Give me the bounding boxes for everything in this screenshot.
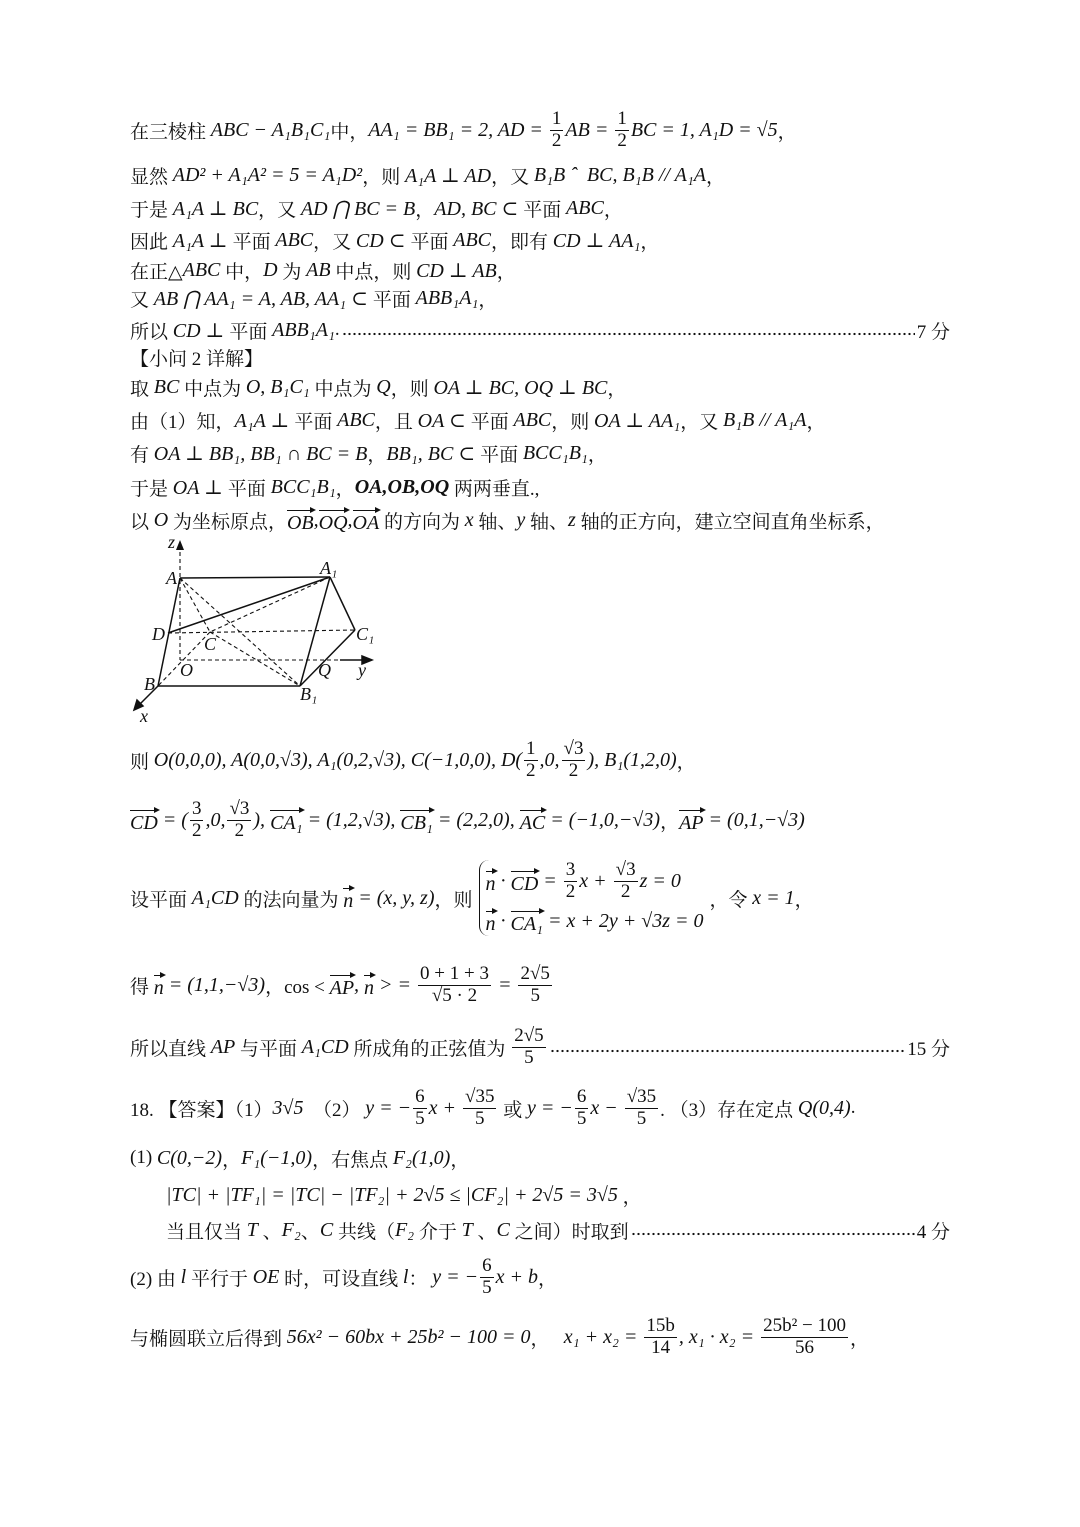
math-expression: l — [180, 1265, 187, 1288]
math-expression: x + — [579, 870, 612, 892]
fraction — [625, 1087, 658, 1130]
text-run: ，右焦点 — [312, 1149, 393, 1171]
vector: CA₁ — [270, 806, 303, 835]
text-run: 所以直线 — [130, 1038, 211, 1060]
math-expression: x − — [590, 1096, 623, 1119]
text-line — [130, 108, 950, 152]
numerator: 6 — [482, 1254, 492, 1276]
math-expression: CD ⊥ AA₁ — [552, 229, 641, 252]
math-expression: D — [263, 258, 278, 281]
equation-row — [486, 907, 704, 936]
text-run: （2） — [303, 1099, 366, 1121]
text-run: 时，可设直线 — [279, 1268, 403, 1290]
denominator: 2 — [565, 881, 576, 902]
text-run: 之间）时取到 — [509, 1221, 629, 1243]
text-run: ，即有 — [491, 231, 553, 253]
text-run: 于是 — [130, 478, 173, 500]
denominator: √5 · 2 — [431, 984, 478, 1006]
text-run: 由（1）知， — [130, 411, 235, 433]
vector: CA₁ — [511, 907, 544, 936]
dot-leader — [631, 1232, 915, 1236]
text-run: 中点为 — [309, 378, 377, 400]
fraction — [564, 860, 578, 903]
text-run: 的方向为 — [379, 511, 465, 533]
vertex-label-d: D — [152, 624, 165, 644]
bold-math: OA,OB,OQ — [354, 475, 450, 498]
vector: AP — [679, 806, 703, 835]
text-run: 平面 — [294, 411, 338, 433]
math-expression: = x + 2y + √3z = 0 — [543, 909, 704, 932]
text-run: . — [850, 1097, 856, 1118]
vertex-label-q: Q — [318, 660, 331, 680]
math-expression: OE — [252, 1265, 280, 1288]
vector: CD — [130, 806, 158, 835]
denominator: 14 — [651, 1336, 671, 1358]
denominator: 5 — [530, 984, 540, 1006]
text-run: ， — [450, 1149, 470, 1171]
numerator: 6 — [576, 1085, 587, 1107]
math-expression: z — [568, 508, 576, 531]
text-run: 为坐标原点， — [168, 511, 287, 533]
text-run: 轴、 — [525, 511, 569, 533]
text-run: . — [334, 319, 340, 340]
text-run: 轴的正方向，建立空间直角坐标系， — [575, 511, 885, 533]
dot-leader — [550, 1049, 906, 1053]
math-expression: y = − — [365, 1096, 412, 1119]
denominator: 2 — [620, 881, 631, 902]
text-run: ，则 — [551, 411, 595, 433]
denominator: 2 — [568, 759, 579, 781]
text-run: 所成角的正弦值为 — [348, 1038, 511, 1060]
math-expression: B₁B // A₁A — [722, 408, 807, 431]
math-expression: A₁CD — [191, 886, 239, 909]
text-run: ，又 — [258, 199, 301, 221]
math-expression: = (0,1,−√3) — [703, 808, 805, 831]
fraction — [413, 1087, 427, 1130]
math-expression: = (1,2,√3), — [302, 808, 401, 831]
vector: CD — [511, 867, 539, 896]
numerator: 1 — [526, 737, 536, 759]
fraction — [761, 1316, 848, 1359]
text-run: 轴、 — [473, 511, 517, 533]
math-expression: = ( — [157, 808, 188, 831]
text-run: 又 — [130, 289, 154, 311]
math-expression: AD, BC ⊂ — [434, 197, 524, 220]
numerator: 2√5 — [520, 962, 550, 984]
math-expression: OA ⊂ — [417, 409, 471, 432]
math-expression: l — [402, 1265, 409, 1288]
text-run: ，cos < — [265, 976, 330, 998]
text-run: 在正△ — [130, 261, 183, 283]
text-run: ，则 — [434, 889, 473, 911]
fraction — [644, 1316, 677, 1359]
numerator: 1 — [551, 107, 562, 129]
text-run: 有 — [130, 444, 154, 466]
numerator: √35 — [626, 1085, 657, 1107]
math-expression: ,0, — [539, 748, 560, 771]
math-expression: OA ⊥ BB₁, BB₁ ∩ BC = B — [153, 442, 368, 465]
math-expression: , — [313, 508, 319, 531]
text-run: ，令 — [709, 889, 753, 911]
denominator: 5 — [474, 1107, 485, 1129]
fraction — [615, 109, 629, 152]
math-expression: AB ⋂ AA₁ = A, AB, AA₁ ⊂ — [153, 287, 373, 310]
vector: CB₁ — [400, 806, 433, 835]
text-run: 中， — [220, 261, 264, 283]
math-expression: F₁(−1,0) — [241, 1146, 313, 1169]
fraction — [562, 739, 586, 782]
fraction — [575, 1087, 589, 1130]
text-line — [166, 1208, 950, 1252]
math-expression: x — [464, 508, 474, 531]
text-line — [130, 798, 950, 842]
text-run: 两两垂直., — [449, 478, 540, 500]
text-line — [130, 1255, 950, 1299]
math-expression: BC — [153, 375, 180, 398]
text-run: ， — [538, 1268, 558, 1290]
math-expression: y — [516, 508, 526, 531]
math-expression: AD ⋂ BC = B — [300, 197, 416, 220]
math-expression: , — [354, 973, 365, 996]
text-run: ，且 — [374, 411, 418, 433]
numerator: 3 — [565, 859, 576, 881]
vertex-label-b: B — [144, 674, 155, 694]
text-run: ， — [478, 289, 498, 311]
text-run: 介于 — [414, 1221, 462, 1243]
math-expression: 56x² − 60bx + 25b² − 100 = 0 — [286, 1325, 531, 1348]
text-run: (1) — [130, 1147, 157, 1168]
math-expression: A₁A ⊥ — [234, 409, 295, 432]
denominator: 2 — [234, 819, 245, 841]
vector: n — [364, 971, 374, 1000]
text-line — [130, 1025, 950, 1069]
math-expression: x + b — [495, 1265, 538, 1288]
math-expression: Q(0,4) — [797, 1096, 851, 1119]
vertex-label-a: A — [166, 568, 177, 588]
text-run: 15 分 — [907, 1038, 950, 1060]
math-expression: OA ⊥ — [172, 476, 228, 499]
text-run: 得 — [130, 976, 154, 998]
math-expression: A₁CD — [301, 1035, 349, 1058]
math-expression: ABB₁A₁ — [415, 286, 479, 309]
math-expression: Q — [376, 375, 391, 398]
text-run: 18. 【答案】（1） — [130, 1099, 273, 1121]
math-expression: CD ⊥ AB — [416, 259, 497, 282]
math-expression: AB = — [565, 118, 614, 141]
fraction — [463, 1087, 496, 1130]
text-line — [130, 963, 950, 1007]
math-expression: T — [246, 1218, 258, 1241]
vertex-label-a1: A₁ — [320, 558, 338, 578]
math-expression: BC = 1, A₁D = √5 — [630, 118, 778, 141]
text-run: ， — [777, 121, 797, 143]
math-expression: O — [153, 508, 169, 531]
text-run: ， — [640, 231, 660, 253]
fraction — [550, 109, 564, 152]
text-run: ， — [676, 751, 696, 773]
math-expression: F₂ — [281, 1218, 301, 1241]
denominator: 2 — [526, 759, 536, 781]
text-run: 与椭圆联立后得到 — [130, 1328, 287, 1350]
math-expression: , x₁ · x₂ = — [678, 1325, 760, 1348]
math-expression: |TC| + |TF₁| = |TC| − |TF₂| + 2√5 ≤ |CF₂| + 2√5 = 3√5 — [166, 1183, 618, 1206]
vector: OA — [353, 506, 380, 535]
math-expression: C — [496, 1218, 510, 1241]
axis-label-y: y — [358, 660, 366, 680]
text-run: 平面 — [480, 444, 523, 466]
text-run: 、 — [472, 1221, 497, 1243]
text-run: 或 — [498, 1099, 527, 1121]
text-run: . （3）存在定点 — [660, 1099, 798, 1121]
text-run: ， — [850, 1328, 870, 1350]
math-expression: y = − — [526, 1096, 573, 1119]
text-run: 7 分 — [916, 321, 950, 343]
fraction — [418, 964, 491, 1007]
math-expression: x + — [428, 1096, 462, 1119]
text-run: 平面 — [372, 289, 416, 311]
text-line — [130, 1315, 950, 1359]
math-expression: 3√5 — [272, 1096, 304, 1119]
math-expression: z = 0 — [639, 870, 681, 892]
math-expression: O, B₁C₁ — [245, 375, 310, 398]
vector: n — [486, 867, 496, 896]
math-expression: F₂ — [394, 1218, 415, 1241]
math-expression: ABC — [337, 408, 375, 431]
math-expression: F₂(1,0) — [392, 1146, 451, 1169]
denominator: 5 — [415, 1107, 425, 1129]
text-run: 平面 — [232, 231, 276, 253]
fraction — [524, 739, 538, 782]
text-run: ， — [415, 199, 435, 221]
vector: OB — [287, 506, 314, 535]
math-expression: AP — [210, 1035, 236, 1058]
denominator: 5 — [576, 1107, 587, 1129]
text-run: 中， — [330, 121, 369, 143]
math-expression: = — [538, 870, 562, 892]
denominator: 56 — [795, 1336, 815, 1358]
numerator: 3 — [191, 797, 202, 819]
text-run: 因此 — [130, 231, 173, 253]
text-run: 【小问 2 详解】 — [130, 348, 264, 370]
fraction — [512, 1026, 545, 1069]
math-expression: BCC₁B₁ — [522, 441, 588, 464]
math-expression: ), B₁(1,2,0) — [587, 748, 677, 771]
text-run: 中点为 — [179, 378, 246, 400]
axis-label-z: z — [168, 532, 176, 552]
math-expression: ABB₁A₁ — [272, 318, 335, 341]
numerator: 2√5 — [514, 1024, 544, 1046]
math-expression: y = − — [432, 1265, 479, 1288]
text-run: 所以 — [130, 321, 173, 343]
math-expression: B₁B ˆ BC, B₁B // A₁A — [533, 163, 706, 186]
text-run: ， — [367, 444, 387, 466]
vector: AC — [520, 806, 546, 835]
numerator: 15b — [646, 1314, 675, 1336]
denominator: 2 — [617, 129, 627, 151]
math-expression: ABC − A₁B₁C₁ — [210, 118, 331, 141]
text-run: 、 — [257, 1221, 282, 1243]
math-expression: ABC — [453, 228, 492, 251]
math-expression: > = — [374, 973, 417, 996]
math-expression: = — [492, 973, 517, 996]
math-expression: BCC₁B₁ — [270, 475, 336, 498]
text-run: ， — [617, 1186, 642, 1208]
text-run: 共线（ — [333, 1221, 395, 1243]
numerator: √3 — [229, 797, 250, 819]
text-run: 与平面 — [235, 1038, 302, 1060]
text-run: 为 — [277, 261, 307, 283]
denominator: 5 — [524, 1046, 534, 1068]
math-expression: · — [495, 909, 511, 932]
numerator: √3 — [563, 737, 584, 759]
math-expression: C — [319, 1218, 334, 1241]
math-expression: ), — [253, 808, 271, 831]
text-run: ，又 — [680, 411, 723, 433]
fraction — [614, 860, 638, 903]
numerator: 6 — [415, 1085, 425, 1107]
text-run: ，又 — [491, 166, 534, 188]
math-expression: = (1,1,−√3) — [163, 973, 266, 996]
math-expression: ABC — [275, 228, 314, 251]
denominator: 2 — [551, 129, 562, 151]
text-run: ，则 — [362, 166, 405, 188]
prism-diagram — [120, 530, 400, 730]
text-run: 设平面 — [130, 889, 192, 911]
text-run: 4 分 — [916, 1221, 950, 1243]
text-run: 当且仅当 — [166, 1221, 247, 1243]
text-run: 、 — [300, 1221, 320, 1243]
math-expression: BB₁, BC ⊂ — [386, 442, 481, 465]
vertex-label-c1: C₁ — [356, 624, 375, 644]
math-expression: T — [461, 1218, 473, 1241]
numerator: √3 — [615, 859, 636, 881]
math-expression: OA ⊥ BC, OQ ⊥ BC — [433, 376, 608, 399]
text-line — [130, 738, 950, 782]
math-expression: = (2,2,0), — [432, 808, 520, 831]
math-expression: · — [495, 870, 511, 892]
fraction — [190, 799, 204, 842]
numerator: 1 — [617, 107, 627, 129]
text-run: 平面 — [470, 411, 514, 433]
text-run: ， — [530, 1328, 564, 1350]
text-run: 平面 — [410, 231, 454, 253]
math-expression: = (x, y, z) — [353, 886, 435, 909]
text-run: ， — [496, 261, 516, 283]
text-run: ， — [603, 199, 623, 221]
math-expression: C(0,−2) — [156, 1146, 223, 1169]
numerator: 25b² − 100 — [763, 1314, 846, 1336]
numerator: √35 — [465, 1085, 495, 1107]
equation-row — [486, 860, 704, 903]
vector: OQ — [319, 506, 348, 535]
math-expression: ABC — [513, 408, 552, 431]
text-run: ， — [335, 478, 355, 500]
text-run: ， — [660, 811, 680, 833]
text-run: 平面 — [523, 199, 567, 221]
text-run: 则 — [130, 751, 154, 773]
axis-label-x: x — [140, 706, 148, 726]
text-run: 取 — [130, 378, 154, 400]
math-expression: ABC — [566, 196, 604, 219]
text-run: ， — [607, 378, 627, 400]
denominator: 5 — [482, 1276, 492, 1298]
text-run: 平行于 — [186, 1268, 253, 1290]
denominator: 5 — [636, 1107, 647, 1129]
vector: n — [154, 971, 164, 1000]
text-run: ， — [806, 411, 826, 433]
math-expression: AB — [306, 258, 331, 281]
math-expression: CD ⊥ — [172, 319, 230, 342]
math-expression: CD ⊂ — [355, 229, 411, 252]
text-run: 于是 — [130, 199, 173, 221]
text-line — [130, 859, 950, 935]
text-run: 以 — [130, 511, 154, 533]
fraction — [227, 799, 251, 842]
math-expression: A₁A ⊥ — [172, 229, 233, 252]
answer-line — [130, 1086, 950, 1130]
math-expression: A₁A ⊥ AD — [404, 164, 492, 187]
math-expression: A₁A ⊥ BC — [172, 197, 259, 220]
fraction — [518, 964, 551, 1007]
text-run: ， — [222, 1149, 242, 1171]
text-run: 显然 — [130, 166, 173, 188]
math-expression: OA ⊥ AA₁ — [594, 409, 681, 432]
math-expression: x₁ + x₂ = — [563, 1325, 643, 1348]
text-run: 中点，则 — [330, 261, 417, 283]
math-expression: = (−1,0,−√3) — [545, 808, 661, 831]
text-run: 平面 — [227, 478, 271, 500]
text-run: ， — [794, 889, 814, 911]
text-run: 在三棱柱 — [130, 121, 211, 143]
vector: AP — [330, 971, 354, 1000]
fraction — [480, 1256, 494, 1299]
text-run: ，则 — [390, 378, 434, 400]
math-expression: , — [347, 508, 353, 531]
math-expression: AD² + A₁A² = 5 = A₁D² — [172, 163, 363, 186]
text-run: 平面 — [229, 321, 273, 343]
vector: n — [486, 907, 496, 936]
vertex-label-b1: B₁ — [300, 684, 318, 704]
math-expression: ,0, — [205, 808, 226, 831]
vertex-label-c: C — [204, 634, 217, 654]
vertex-label-o: O — [180, 660, 193, 680]
text-run: ： — [408, 1268, 433, 1290]
denominator: 2 — [191, 819, 202, 841]
math-expression: ABC — [182, 258, 221, 281]
text-run: (2) 由 — [130, 1268, 181, 1290]
numerator: 0 + 1 + 3 — [420, 962, 489, 984]
vector: n — [343, 884, 353, 913]
text-run: ， — [706, 166, 726, 188]
text-run: ， — [587, 444, 607, 466]
equation-system — [479, 860, 704, 936]
math-expression: O(0,0,0), A(0,0,√3), A₁(0,2,√3), C(−1,0,0), D( — [153, 748, 523, 771]
math-expression: AA₁ = BB₁ = 2, AD = — [368, 118, 548, 141]
text-run: 的法向量为 — [238, 889, 344, 911]
math-expression: x = 1 — [752, 886, 795, 909]
text-run: ，又 — [313, 231, 356, 253]
